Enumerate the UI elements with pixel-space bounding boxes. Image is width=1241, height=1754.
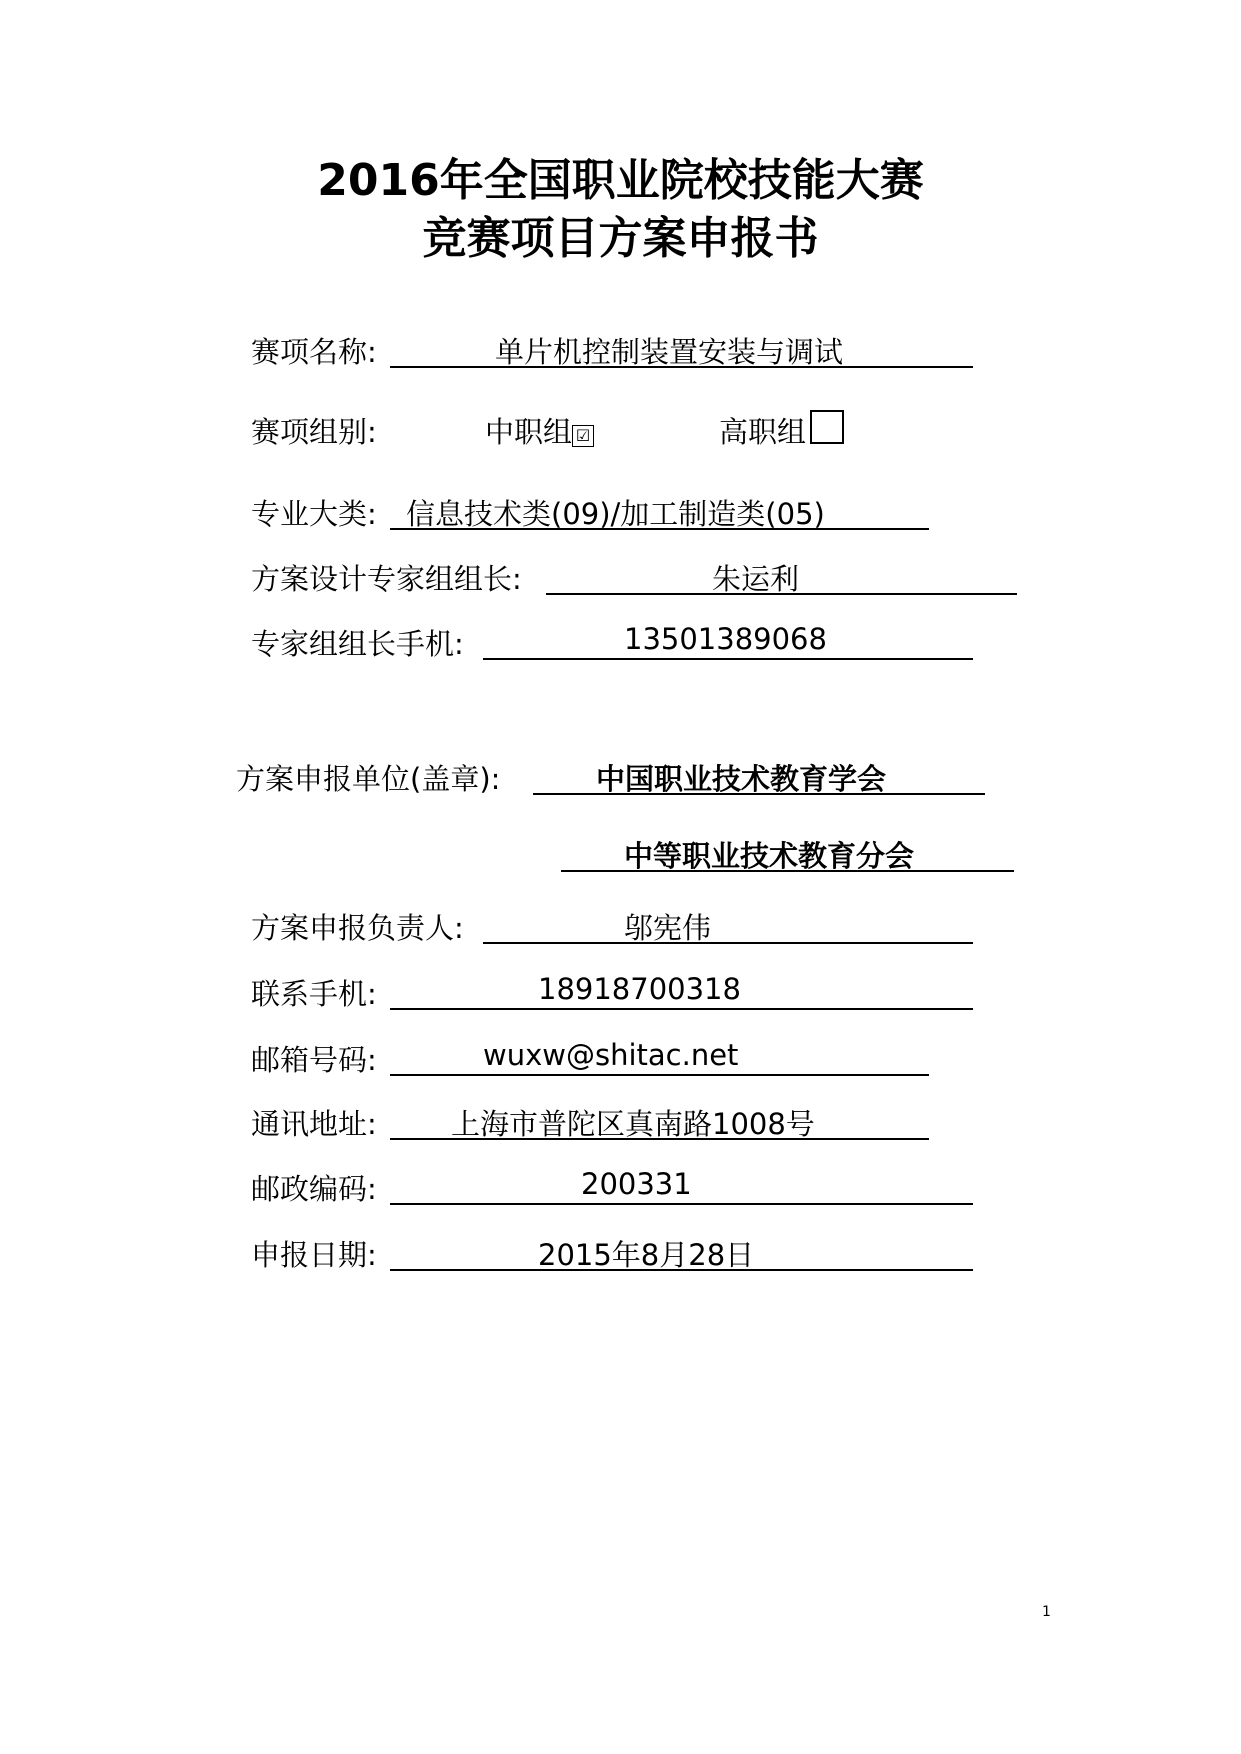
field-value: wuxw@shitac.net (483, 1038, 739, 1072)
field-value: 中等职业技术教育分会 (624, 839, 915, 873)
option-label: 高职组 (719, 415, 807, 449)
page-number: 1 (1042, 1604, 1051, 1620)
field-major-category (0, 492, 1241, 532)
field-value: 2015年8月28日 (538, 1238, 755, 1272)
field-label: 方案申报负责人: (251, 911, 464, 945)
underline (483, 658, 973, 660)
field-label: 方案申报单位(盖章): (236, 762, 501, 796)
field-label: 赛项名称: (251, 335, 377, 369)
field-label: 邮箱号码: (251, 1043, 377, 1077)
field-value: 13501389068 (624, 622, 827, 656)
field-label: 方案设计专家组组长: (251, 562, 522, 596)
option-higher-vocational[interactable] (719, 410, 844, 451)
field-postcode (0, 1167, 1241, 1207)
option-label: 中职组 (485, 415, 573, 449)
field-label: 赛项组别: (251, 415, 377, 449)
empty-checkbox-icon[interactable] (810, 410, 844, 444)
underline (390, 1203, 973, 1205)
field-applicant-unit-line2 (0, 834, 1241, 874)
field-event-group (0, 410, 1241, 450)
field-contact-phone (0, 972, 1241, 1012)
field-email (0, 1038, 1241, 1078)
field-value: 中国职业技术教育学会 (596, 762, 887, 796)
underline (390, 1074, 929, 1076)
field-value: 邬宪伟 (624, 911, 712, 945)
field-value: 上海市普陀区真南路1008号 (451, 1107, 815, 1141)
field-applicant-unit (0, 757, 1241, 797)
field-label: 通讯地址: (251, 1107, 377, 1141)
field-event-name (0, 330, 1241, 370)
underline (483, 942, 973, 944)
underline (390, 1008, 973, 1010)
field-date (0, 1233, 1241, 1273)
field-value: 单片机控制装置安装与调试 (495, 335, 844, 369)
field-value: 18918700318 (538, 972, 741, 1006)
field-value: 信息技术类(09)/加工制造类(05) (406, 497, 825, 531)
field-leader-phone (0, 622, 1241, 662)
title-line-2: 竞赛项目方案申报书 (422, 213, 819, 264)
field-address (0, 1102, 1241, 1142)
option-secondary-vocational[interactable] (485, 410, 594, 451)
field-value: 朱运利 (712, 562, 800, 596)
field-label: 联系手机: (251, 977, 377, 1011)
field-label: 专业大类: (251, 497, 377, 531)
field-value: 200331 (581, 1167, 692, 1201)
field-expert-leader (0, 557, 1241, 597)
title-line-1: 2016年全国职业院校技能大赛 (317, 155, 924, 206)
field-label: 申报日期: (251, 1238, 377, 1272)
field-label: 专家组组长手机: (251, 627, 464, 661)
checked-checkbox-icon[interactable]: ☑ (572, 425, 594, 447)
field-label: 邮政编码: (251, 1172, 377, 1206)
field-responsible-person (0, 906, 1241, 946)
